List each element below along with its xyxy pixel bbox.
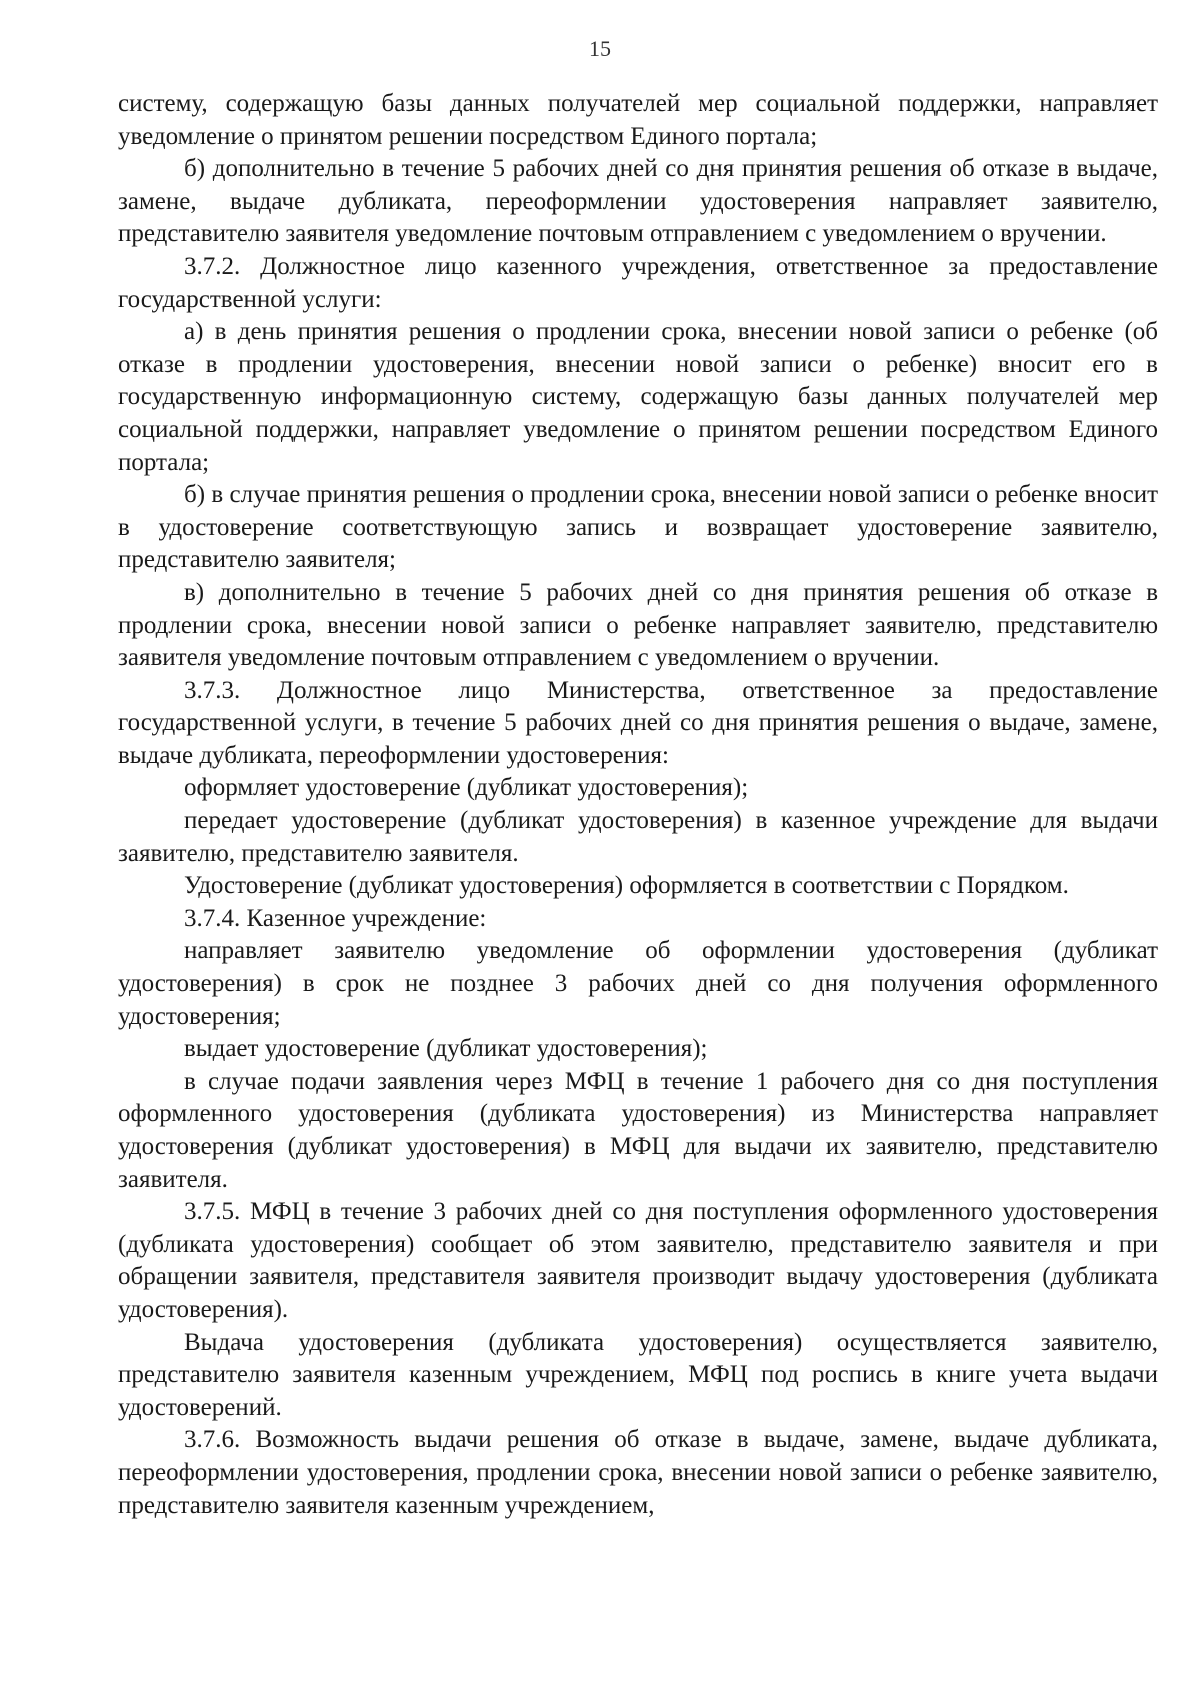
paragraph: Удостоверение (дубликат удостоверения) оформляется в соответствии с Порядком. (184, 872, 1069, 900)
paragraph: в) дополнительно в течение 5 рабочих дней со дня принятия решения об отказе в продлении срока, внесении новой записи о ребенке направляет заявителю, представителю заявителя уведомление почтовым отправлением с уведомлением о вручении. (118, 578, 1158, 672)
paragraph: оформляет удостоверение (дубликат удостоверения); (184, 774, 749, 802)
paragraph: направляет заявителю уведомление об оформлении удостоверения (дубликат удостоверения) в срок не позднее 3 рабочих дней со дня получения оформленного удостоверения; (118, 937, 1158, 1030)
section-heading-3-7-6: 3.7.6. Возможность выдачи решения об отказе в выдаче, замене, выдаче дубликата, переоформлении удостоверения, продлении срока, внесении новой записи о ребенке заявителю, представителю заявителя казенным учреждением, (118, 1426, 1158, 1519)
document-body (118, 88, 1158, 1522)
section-heading-3-7-2: 3.7.2. Должностное лицо казенного учреждения, ответственное за предоставление государственной услуги: (118, 252, 1158, 313)
section-heading-3-7-3: 3.7.3. Должностное лицо Министерства, ответственное за предоставление государственной услуги, в течение 5 рабочих дней со дня принятия решения о выдаче, замене, выдаче дубликата, переоформлении удостоверения: (118, 676, 1158, 769)
paragraph: а) в день принятия решения о продлении срока, внесении новой записи о ребенке (об отказе в продлении удостоверения, внесении новой записи о ребенке) вносит его в государственную информационную систему, содержащую базы данных получателей мер социальной поддержки, направляет уведомление о принятом решении посредством Единого портала; (118, 318, 1158, 476)
paragraph: передает удостоверение (дубликат удостоверения) в казенное учреждение для выдачи заявителю, представителю заявителя. (118, 807, 1158, 867)
section-heading-3-7-5: 3.7.5. МФЦ в течение 3 рабочих дней со дня поступления оформленного удостоверения (дубликата удостоверения) сообщает об этом заявителю, представителю заявителя и при обращении заявителя, представителя заявителя производит выдачу удостоверения (дубликата удостоверения). (118, 1198, 1158, 1323)
paragraph: выдает удостоверение (дубликат удостоверения); (184, 1035, 708, 1063)
paragraph: в случае подачи заявления через МФЦ в течение 1 рабочего дня со дня поступления оформленного удостоверения (дубликата удостоверения) из Министерства направляет удостоверения (дубликат удостоверения) в МФЦ для выдачи их заявителю, представителю заявителя. (118, 1067, 1158, 1193)
page-number: 15 (589, 36, 611, 61)
section-heading-3-7-4: 3.7.4. Казенное учреждение: (184, 904, 487, 932)
paragraph: б) в случае принятия решения о продлении срока, внесении новой записи о ребенке вносит в удостоверение соответствующую запись и возвращает удостоверение заявителю, представителю заявителя; (118, 481, 1158, 574)
paragraph: систему, содержащую базы данных получателей мер социальной поддержки, направляет уведомление о принятом решении посредством Единого портала; (118, 90, 1158, 150)
paragraph: Выдача удостоверения (дубликата удостоверения) осуществляется заявителю, представителю заявителя казенным учреждением, МФЦ под роспись в книге учета выдачи удостоверений. (118, 1328, 1158, 1421)
paragraph: б) дополнительно в течение 5 рабочих дней со дня принятия решения об отказе в выдаче, замене, выдаче дубликата, переоформлении удостоверения направляет заявителю, представителю заявителя уведомление почтовым отправлением с уведомлением о вручении. (118, 155, 1158, 248)
